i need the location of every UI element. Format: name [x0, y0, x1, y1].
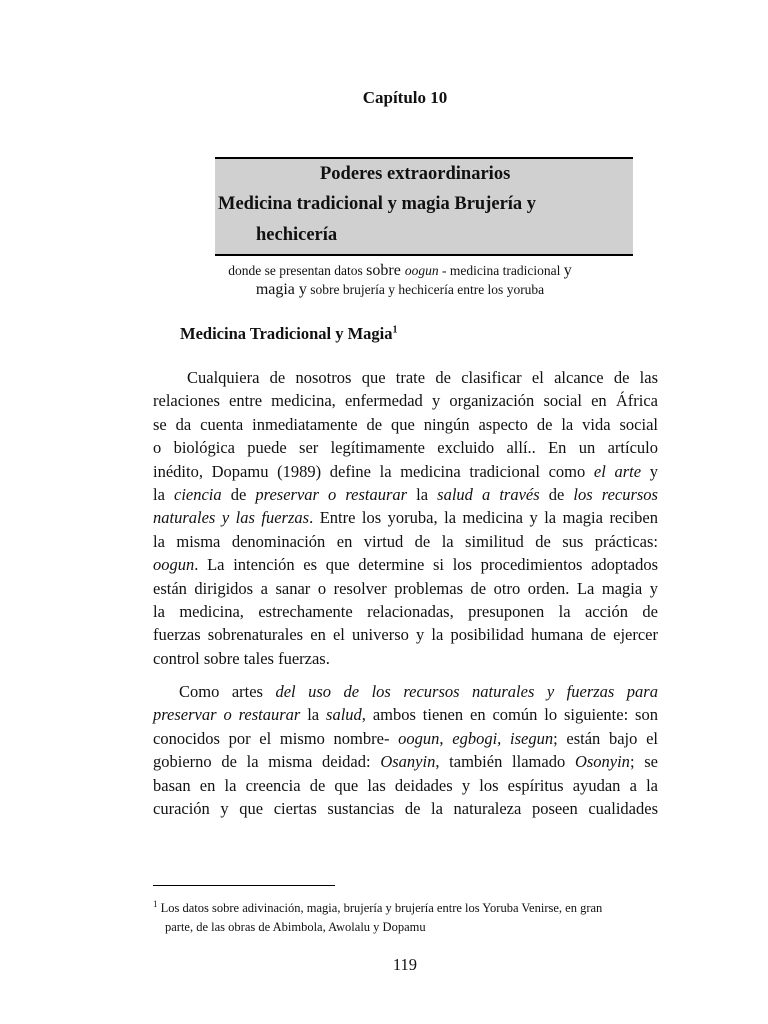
text-run: oogun — [153, 555, 195, 575]
paragraph-line — [153, 483, 658, 506]
text-run: de — [221, 485, 256, 505]
paragraph-line: o biológica puede ser legítimamente excluido allí.. En un artículo — [153, 438, 658, 458]
text-run: del uso de los recursos naturales y fuerzas para — [275, 682, 658, 701]
section-heading-text: Medicina Tradicional y Magia — [180, 324, 393, 343]
paragraph-line: control sobre tales fuerzas. — [153, 648, 330, 668]
paragraph-line — [153, 727, 658, 750]
chapter-label: Capítulo 10 — [362, 88, 448, 107]
paragraph-line: basan en la creencia de que las deidades y los espíritus ayudan a la — [153, 775, 658, 795]
subtitle-text: y — [563, 262, 572, 279]
footnote-text: Los datos sobre adivinación, magia, brujería y brujería entre los Yoruba Venirse, en gran — [157, 901, 603, 916]
text-run: salud — [326, 705, 362, 725]
subtitle-text: oogun — [404, 263, 439, 278]
footnote — [153, 895, 663, 937]
body-paragraph — [153, 366, 658, 670]
paragraph-line — [153, 680, 658, 703]
chapter-title-line: hechicería — [256, 225, 338, 245]
paragraph-line: relaciones entre medicina, enfermedad y organización social en África — [153, 391, 658, 411]
subtitle-text: sobre brujería y hechicería entre los yoruba — [306, 282, 545, 297]
footnote-line — [153, 901, 602, 915]
chapter-title-line: Medicina tradicional y magia Brujería y — [218, 194, 537, 214]
paragraph-line: Cualquiera de nosotros que trate de clasificar el alcance de las — [187, 368, 658, 387]
chapter-subtitle — [170, 261, 630, 299]
text-run: la — [153, 485, 174, 505]
text-run: de — [539, 485, 574, 505]
text-run: conocidos por el mismo nombre- — [153, 728, 399, 748]
text-run: inédito, Dopamu (1989) define la medicina tradicional como — [153, 461, 594, 481]
subtitle-text: - medicina tradicional — [438, 263, 564, 278]
text-run: preservar o restaurar — [255, 485, 408, 505]
paragraph-line — [153, 506, 658, 529]
paragraph-line — [153, 750, 658, 773]
text-run: gobierno de la misma deidad: — [153, 752, 381, 772]
footnote-marker: 1 — [153, 899, 158, 909]
body-paragraph — [153, 680, 658, 820]
paragraph-line: fuerzas sobrenaturales en el universo y la posibilidad humana de ejercer — [153, 625, 658, 645]
page-number: 119 — [392, 955, 418, 974]
text-run: naturales y las fuerzas — [153, 508, 310, 528]
text-run: . La intención es que determine si los procedimientos adoptados — [194, 555, 658, 575]
subtitle-text: sobre — [366, 262, 405, 279]
text-run: , ambos tienen en común lo siguiente: son — [361, 705, 658, 725]
text-run: oogun — [398, 728, 440, 748]
chapter-title-box — [215, 157, 633, 256]
text-run: salud a través — [437, 485, 540, 505]
footnote-reference: 1 — [392, 324, 398, 336]
text-run: los recursos — [573, 485, 658, 505]
text-run: el arte — [593, 461, 642, 481]
paragraph-line — [153, 553, 658, 576]
subtitle-line — [170, 280, 630, 299]
paragraph-line: están dirigidos a sanar o resolver problemas de otro orden. La magia y — [153, 578, 658, 598]
paragraph-line: la misma denominación en virtud de la similitud de sus prácticas: — [153, 531, 658, 551]
paragraph-line — [153, 460, 658, 483]
text-run: ciencia — [174, 485, 222, 505]
paragraph-line: curación y que ciertas sustancias de la naturaleza poseen cualidades — [153, 799, 658, 819]
text-run: ; están bajo el — [553, 728, 658, 748]
section-heading — [180, 324, 398, 344]
paragraph-line: se da cuenta inmediatamente de que ningún aspecto de la vida social — [153, 414, 658, 434]
text-run: la — [300, 705, 327, 725]
text-run: la — [407, 485, 438, 505]
text-run: , también llamado — [435, 752, 575, 772]
subtitle-line — [170, 261, 630, 280]
text-run: Como artes — [179, 682, 276, 701]
text-run: Osanyin — [380, 752, 436, 772]
subtitle-text: magia y — [255, 281, 307, 298]
text-run: Osonyin — [574, 752, 630, 772]
paragraph-line: la medicina, estrechamente relacionadas, presuponen la acción de — [153, 602, 658, 622]
text-run: egbogi, isegun — [452, 728, 554, 748]
footnote-line: parte, de las obras de Abimbola, Awolalu y Dopamu — [165, 920, 426, 935]
text-run: , — [439, 728, 453, 748]
text-run: . Entre los yoruba, la medicina y la magia reciben — [309, 508, 658, 528]
subtitle-text: donde se presentan datos — [228, 263, 367, 278]
text-run: y — [641, 461, 658, 481]
footnote-divider — [153, 885, 335, 886]
text-run: preservar o restaurar — [153, 705, 301, 725]
text-run: ; se — [629, 752, 658, 772]
paragraph-line — [153, 703, 658, 726]
chapter-title-line: Poderes extraordinarios — [320, 164, 511, 184]
